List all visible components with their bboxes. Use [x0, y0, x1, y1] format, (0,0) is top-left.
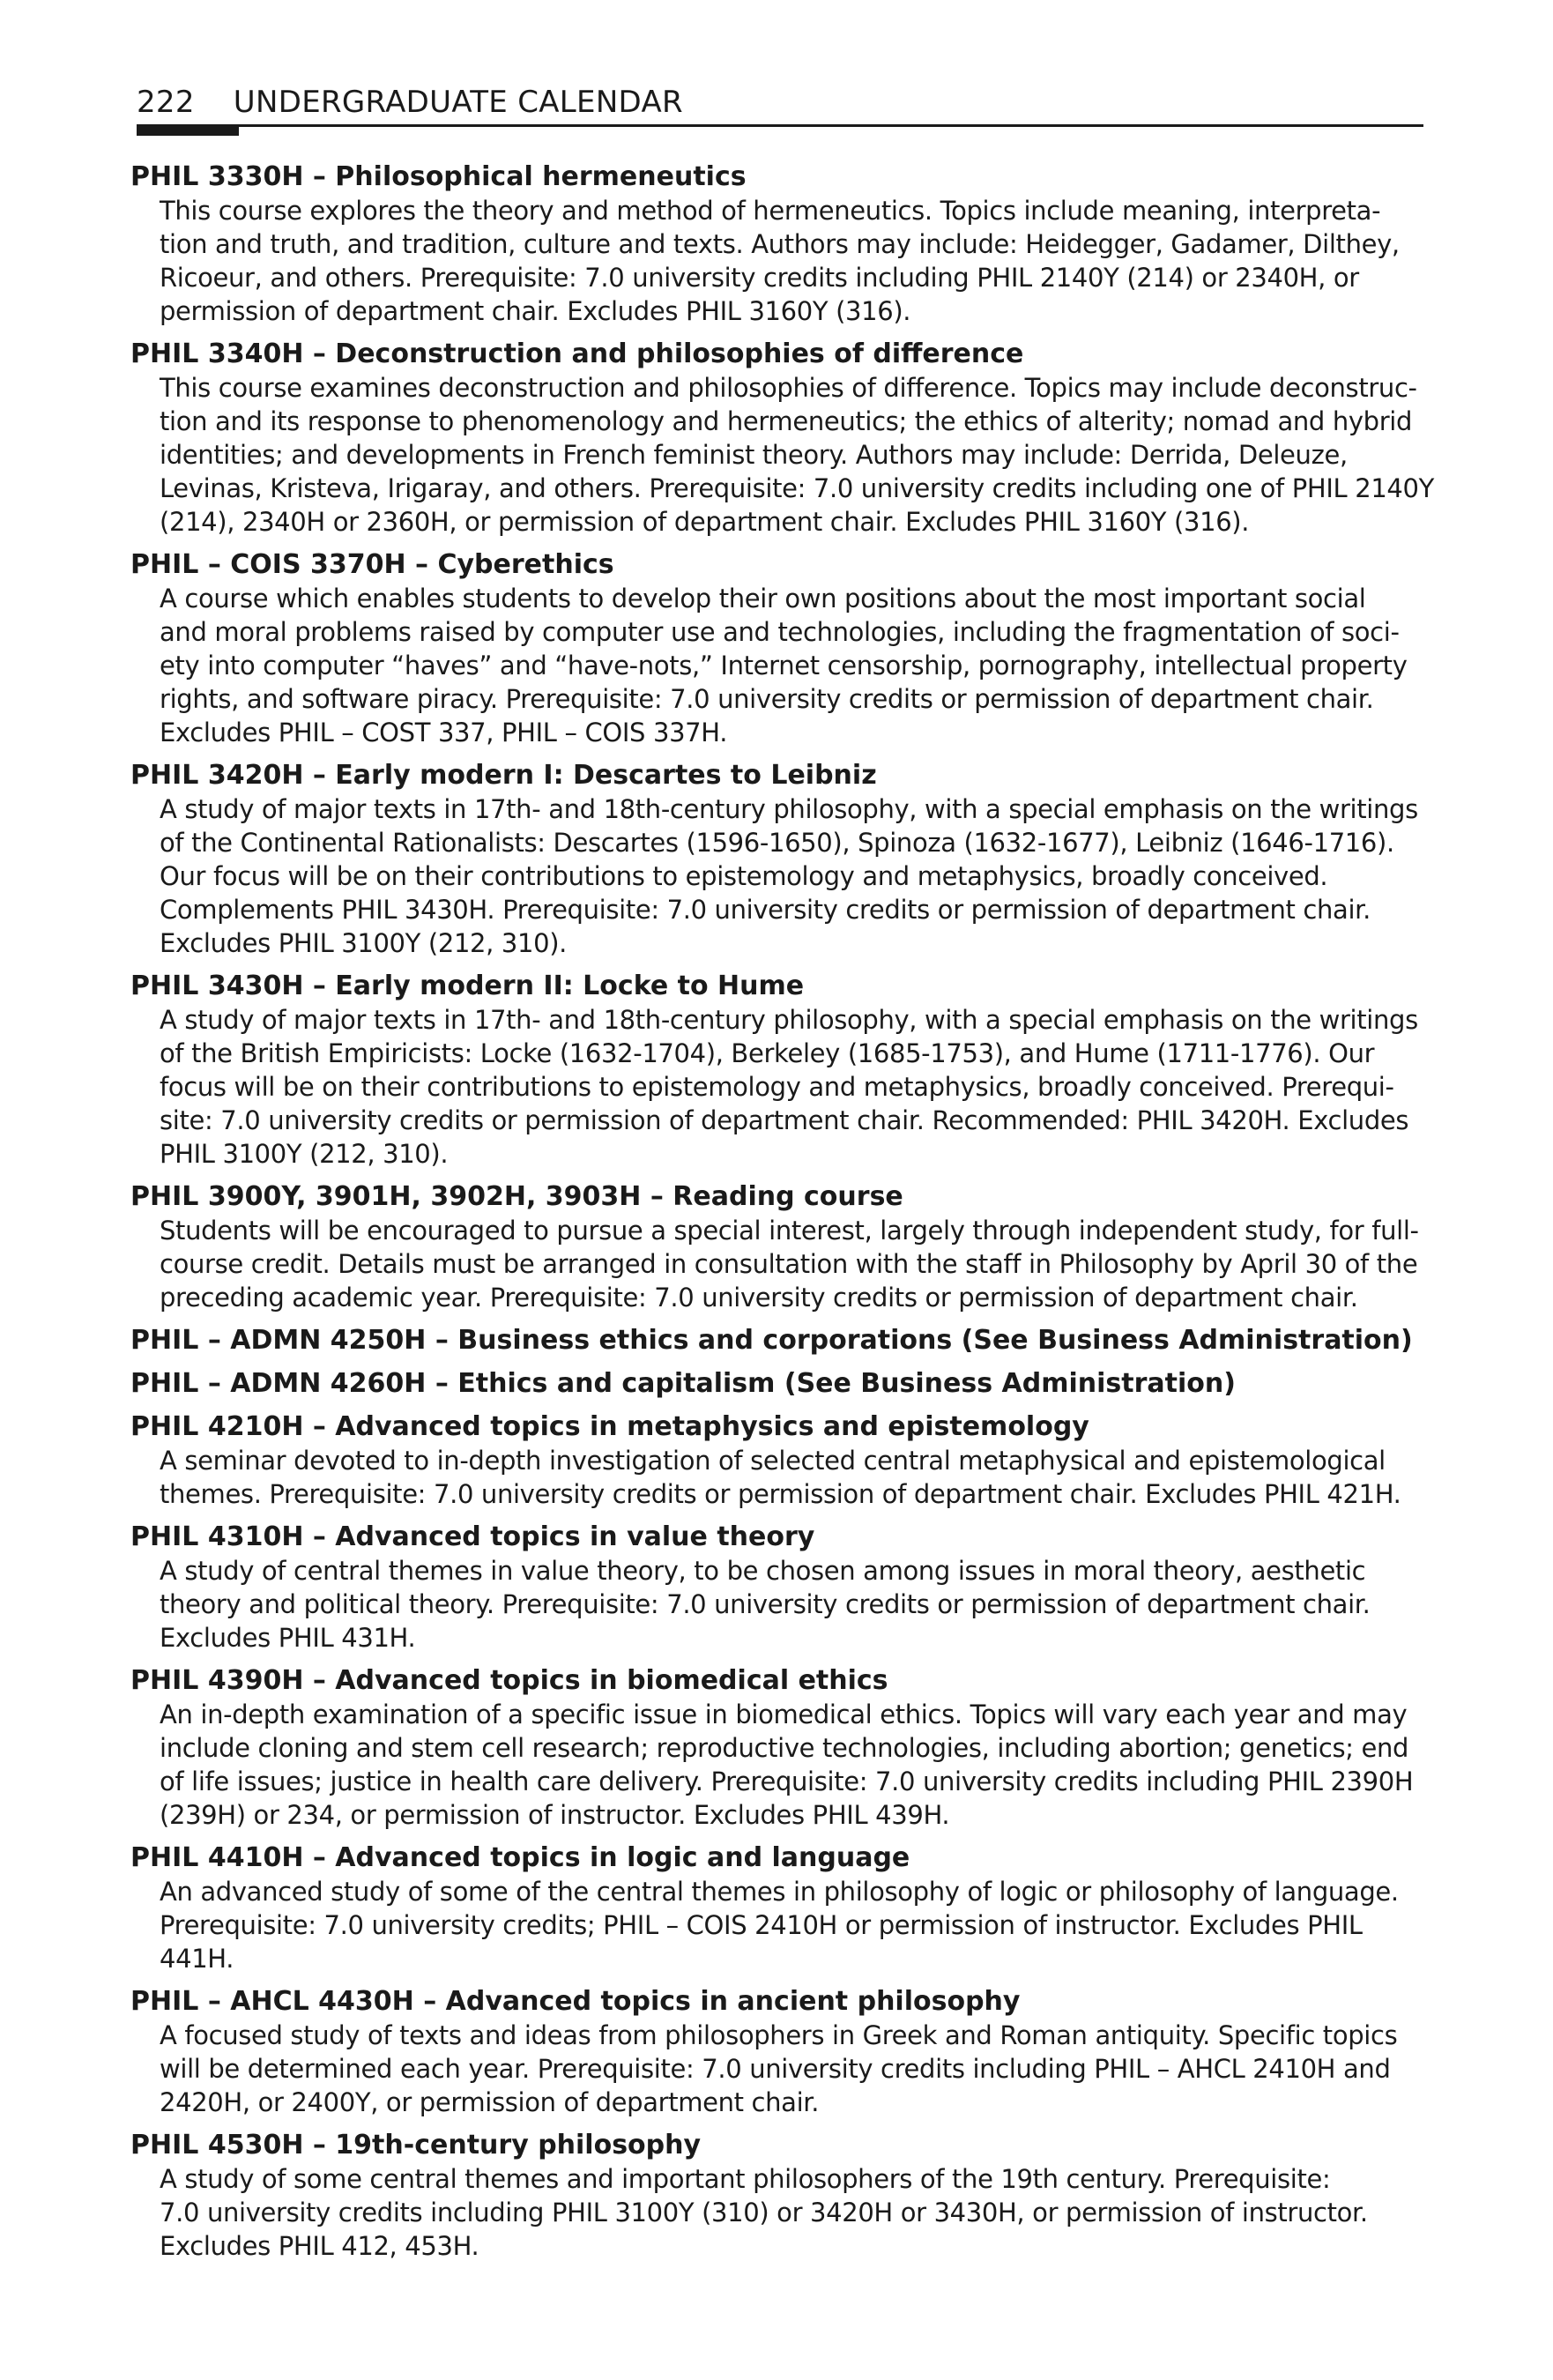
course-title: PHIL – AHCL 4430H – Advanced topics in ancient philosophy [130, 1986, 1021, 2017]
course-entry [130, 1985, 1426, 2119]
course-entry [130, 160, 1426, 328]
course-title: PHIL 4410H – Advanced topics in logic and language [130, 1842, 910, 1873]
header-title: UNDERGRADUATE CALENDAR [233, 85, 683, 120]
course-title: PHIL – COIS 3370H – Cyberethics [130, 549, 614, 580]
description-line: A seminar devoted to in-depth investigation of selected central metaphysical and epistemological [160, 1446, 1386, 1476]
description-line: tion and its response to phenomenology and hermeneutics; the ethics of alterity; nomad and hybrid [160, 406, 1413, 436]
description-line: and moral problems raised by computer use and technologies, including the fragmentation of soci- [160, 617, 1400, 647]
page-number: 222 [137, 85, 195, 120]
description-line: Ricoeur, and others. Prerequisite: 7.0 university credits including PHIL 2140Y (214) or 2340H, or [160, 263, 1359, 293]
course-title: PHIL – ADMN 4250H – Business ethics and corporations (See Business Administration) [130, 1325, 1413, 1356]
course-title: PHIL 4210H – Advanced topics in metaphysics and epistemology [130, 1411, 1089, 1442]
course-entry [130, 1367, 1426, 1401]
description-line: of the Continental Rationalists: Descartes (1596-1650), Spinoza (1632-1677), Leibniz (1646-1716). [160, 828, 1394, 858]
course-entry [130, 1664, 1426, 1832]
page-header [137, 85, 1423, 139]
description-line: rights, and software piracy. Prerequisite: 7.0 university credits or permission of department chair. [160, 684, 1374, 714]
description-line: Complements PHIL 3430H. Prerequisite: 7.0 university credits or permission of department chair. [160, 895, 1371, 925]
course-description [130, 2162, 1426, 2263]
description-line: Excludes PHIL 3100Y (212, 310). [160, 928, 568, 958]
running-head [137, 85, 683, 120]
course-entry [130, 2129, 1426, 2263]
description-line: tion and truth, and tradition, culture and texts. Authors may include: Heidegger, Gadamer, Dilthey, [160, 229, 1400, 259]
course-entry [130, 338, 1434, 539]
course-title: PHIL 3340H – Deconstruction and philosophies of difference [130, 338, 1024, 369]
description-line: A study of some central themes and important philosophers of the 19th century. Prerequisite: [160, 2164, 1331, 2194]
description-line: Excludes PHIL – COST 337, PHIL – COIS 337H. [160, 718, 728, 747]
description-line: of life issues; justice in health care delivery. Prerequisite: 7.0 university credits including PHIL 2390H [160, 1766, 1414, 1796]
description-line: identities; and developments in French feminist theory. Authors may include: Derrida, Deleuze, [160, 440, 1348, 470]
course-entry [130, 1410, 1426, 1511]
course-title: PHIL 3430H – Early modern II: Locke to Hume [130, 971, 805, 1001]
description-line: An advanced study of some of the central themes in philosophy of logic or philosophy of language. [160, 1877, 1399, 1907]
description-line: An in-depth examination of a specific issue in biomedical ethics. Topics will vary each year and may [160, 1699, 1408, 1729]
course-title: PHIL 3900Y, 3901H, 3902H, 3903H – Reading course [130, 1181, 903, 1212]
description-line: Levinas, Kristeva, Irigaray, and others. Prerequisite: 7.0 university credits including one of PHIL 2140Y [160, 473, 1434, 503]
description-line: Our focus will be on their contributions to epistemology and metaphysics, broadly conceived. [160, 861, 1328, 891]
description-line: permission of department chair. Excludes PHIL 3160Y (316). [160, 296, 911, 326]
description-line: A study of central themes in value theory, to be chosen among issues in moral theory, aesthetic [160, 1556, 1366, 1586]
description-line: A study of major texts in 17th- and 18th-century philosophy, with a special emphasis on the writings [160, 794, 1418, 824]
course-entry [130, 548, 1426, 749]
description-line: Prerequisite: 7.0 university credits; PHIL – COIS 2410H or permission of instructor. Excludes PHIL [160, 1910, 1363, 1940]
description-line: include cloning and stem cell research; reproductive technologies, including abortion; genetics; end [160, 1733, 1409, 1763]
description-line: Excludes PHIL 412, 453H. [160, 2231, 479, 2261]
description-line: PHIL 3100Y (212, 310). [160, 1139, 449, 1169]
course-entry [130, 1180, 1426, 1314]
description-line: site: 7.0 university credits or permission of department chair. Recommended: PHIL 3420H. Excludes [160, 1105, 1409, 1135]
description-line: Excludes PHIL 431H. [160, 1623, 416, 1653]
description-line: This course explores the theory and method of hermeneutics. Topics include meaning, interpreta- [160, 196, 1381, 226]
course-entry [130, 1521, 1426, 1655]
description-line: This course examines deconstruction and philosophies of difference. Topics may include deconstruc- [160, 373, 1417, 403]
course-description [130, 371, 1434, 539]
course-list [130, 160, 1434, 2272]
course-title: PHIL 4530H – 19th-century philosophy [130, 2130, 702, 2161]
course-description [130, 792, 1426, 960]
course-description [130, 1444, 1426, 1511]
description-line: A focused study of texts and ideas from philosophers in Greek and Roman antiquity. Specific topics [160, 2020, 1398, 2050]
description-line: A course which enables students to develop their own positions about the most important social [160, 584, 1366, 614]
description-line: theory and political theory. Prerequisite: 7.0 university credits or permission of department chair. [160, 1589, 1371, 1619]
course-description [130, 1875, 1426, 1975]
description-line: 7.0 university credits including PHIL 3100Y (310) or 3420H or 3430H, or permission of instructor. [160, 2198, 1368, 2228]
course-description [130, 1003, 1426, 1171]
course-entry [130, 1324, 1426, 1357]
description-line: (239H) or 234, or permission of instructor. Excludes PHIL 439H. [160, 1800, 950, 1830]
course-description [130, 1554, 1426, 1655]
header-tab-mark [137, 124, 239, 136]
course-description [130, 194, 1426, 328]
description-line: focus will be on their contributions to epistemology and metaphysics, broadly conceived. Prerequi- [160, 1072, 1394, 1102]
description-line: A study of major texts in 17th- and 18th-century philosophy, with a special emphasis on the writings [160, 1005, 1418, 1035]
description-line: 2420H, or 2400Y, or permission of department chair. [160, 2087, 820, 2117]
course-description [130, 1698, 1426, 1832]
description-line: preceding academic year. Prerequisite: 7.0 university credits or permission of department chair. [160, 1283, 1358, 1313]
course-entry [130, 970, 1426, 1171]
course-title: PHIL 4310H – Advanced topics in value theory [130, 1521, 815, 1552]
course-description [130, 2019, 1426, 2119]
description-line: of the British Empiricists: Locke (1632-1704), Berkeley (1685-1753), and Hume (1711-1776). Our [160, 1038, 1375, 1068]
description-line: 441H. [160, 1944, 234, 1974]
course-entry [130, 759, 1426, 960]
description-line: themes. Prerequisite: 7.0 university credits or permission of department chair. Excludes PHIL 421H. [160, 1479, 1401, 1509]
course-title: PHIL 3420H – Early modern I: Descartes to Leibniz [130, 760, 877, 791]
header-rule [137, 124, 1423, 127]
description-line: will be determined each year. Prerequisite: 7.0 university credits including PHIL – AHCL 2410H and [160, 2054, 1391, 2084]
description-line: course credit. Details must be arranged in consultation with the staff in Philosophy by April 30 of the [160, 1249, 1418, 1279]
course-description [130, 1214, 1426, 1314]
description-line: Students will be encouraged to pursue a special interest, largely through independent study, for full- [160, 1216, 1419, 1246]
description-line: (214), 2340H or 2360H, or permission of department chair. Excludes PHIL 3160Y (316). [160, 507, 1250, 537]
course-title: PHIL 4390H – Advanced topics in biomedical ethics [130, 1665, 888, 1696]
description-line: ety into computer “haves” and “have-nots,” Internet censorship, pornography, intellectual property [160, 651, 1408, 681]
course-description [130, 582, 1426, 749]
course-entry [130, 1841, 1426, 1975]
course-title: PHIL – ADMN 4260H – Ethics and capitalism (See Business Administration) [130, 1368, 1236, 1399]
course-title: PHIL 3330H – Philosophical hermeneutics [130, 161, 747, 192]
